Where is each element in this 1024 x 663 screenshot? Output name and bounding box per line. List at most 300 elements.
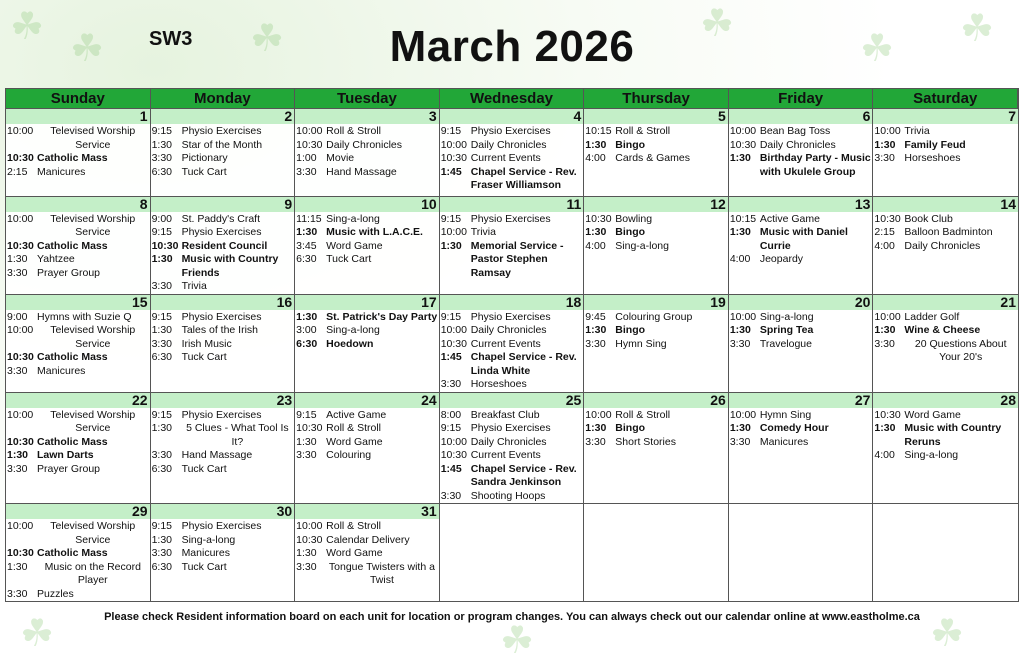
event-name: Music with Daniel Currie <box>759 226 848 252</box>
event-name: 5 Clues - What Tool Is It? <box>186 422 289 448</box>
event-name: Star of the Month <box>181 138 263 151</box>
event-item <box>152 166 294 180</box>
day-number: 1 <box>6 109 150 124</box>
event-item <box>7 311 149 325</box>
event-time: 1:30 <box>440 239 462 252</box>
day-cell <box>295 108 440 196</box>
event-time: 10:00 <box>440 324 467 336</box>
event-name: Hymn Sing <box>759 408 812 421</box>
event-item <box>730 422 872 436</box>
day-number: 14 <box>873 197 1018 212</box>
event-name: Physio Exercises <box>181 310 262 323</box>
event-name: Resident Council <box>181 239 268 252</box>
event-item <box>7 449 149 463</box>
event-name: Bingo <box>615 226 646 238</box>
event-item <box>152 338 294 352</box>
event-name: Breakfast Club <box>470 408 540 421</box>
event-item <box>730 409 872 423</box>
event-time: 3:30 <box>729 337 751 350</box>
event-item <box>441 449 583 463</box>
event-time: 1:30 <box>296 547 317 559</box>
event-name: Book Club <box>904 212 953 225</box>
event-list <box>6 310 150 379</box>
event-item <box>730 139 872 153</box>
event-time: 10:30 <box>296 422 323 434</box>
event-name: Music with Country Reruns <box>904 422 1002 448</box>
event-name: Bowling <box>615 212 653 225</box>
event-time: 3:30 <box>874 152 895 164</box>
event-time: 3:30 <box>7 587 28 600</box>
event-item <box>441 226 583 240</box>
day-cell <box>295 196 440 294</box>
event-time: 4:00 <box>874 239 895 252</box>
empty-day-cell <box>440 503 585 601</box>
event-list <box>295 124 439 179</box>
event-time: 6:30 <box>151 462 172 475</box>
event-name: Current Events <box>470 449 541 461</box>
event-list <box>873 408 1018 463</box>
day-header-monday: Monday <box>151 89 296 108</box>
day-cell <box>873 392 1018 504</box>
event-name: Ladder Golf <box>904 310 960 323</box>
event-name: 20 Questions About Your 20's <box>914 337 1007 363</box>
event-time: 10:00 <box>7 324 34 336</box>
event-name: Physio Exercises <box>181 125 262 137</box>
event-time: 9:15 <box>296 408 317 421</box>
event-item <box>152 253 294 280</box>
event-item <box>441 338 583 352</box>
event-name: Sing-a-long <box>326 212 380 225</box>
day-number: 26 <box>584 393 728 408</box>
event-time: 1:30 <box>151 533 172 546</box>
event-time: 3:30 <box>7 266 28 279</box>
event-time: 10:00 <box>296 520 323 532</box>
event-item <box>296 213 438 227</box>
event-item <box>296 139 438 153</box>
event-item <box>296 409 438 423</box>
event-time: 10:30 <box>7 435 34 448</box>
event-time: 4:00 <box>585 152 606 164</box>
event-time: 1:30 <box>151 253 173 265</box>
event-time: 1:30 <box>7 449 29 461</box>
day-cell <box>440 196 585 294</box>
event-name: Roll & Stroll <box>326 520 381 532</box>
event-name: Horseshoes <box>904 152 961 164</box>
event-time: 1:45 <box>440 462 462 475</box>
event-time: 10:00 <box>874 310 901 323</box>
event-name: Daily Chronicles <box>470 138 547 151</box>
event-name: Catholic Mass <box>37 152 108 164</box>
event-name: Catholic Mass <box>37 435 108 448</box>
event-name: Current Events <box>470 152 541 164</box>
event-name: Shooting Hoops <box>470 489 546 502</box>
event-time: 9:00 <box>7 310 28 323</box>
event-list <box>151 212 295 294</box>
day-cell <box>6 392 151 504</box>
event-time: 6:30 <box>296 253 317 265</box>
event-item <box>730 253 872 267</box>
event-time: 3:45 <box>296 239 317 252</box>
shamrock-icon: ☘ <box>930 613 965 655</box>
event-item <box>585 152 727 166</box>
day-number: 31 <box>295 504 439 519</box>
event-item <box>874 226 1017 240</box>
event-time: 1:30 <box>729 226 751 238</box>
event-time: 9:15 <box>440 310 462 323</box>
event-item <box>730 152 872 179</box>
event-time: 10:00 <box>874 125 901 137</box>
event-item <box>441 463 583 490</box>
event-time: 10:15 <box>729 212 757 225</box>
event-list <box>6 408 150 477</box>
event-item <box>296 240 438 254</box>
day-cell <box>440 108 585 196</box>
event-item <box>296 166 438 180</box>
event-item <box>152 520 294 534</box>
event-item <box>441 213 583 227</box>
event-time: 3:30 <box>7 364 28 377</box>
event-item <box>585 139 727 153</box>
event-name: Tuck Cart <box>326 253 372 265</box>
event-item <box>585 324 727 338</box>
day-number: 24 <box>295 393 439 408</box>
day-number: 27 <box>729 393 873 408</box>
event-item <box>874 139 1017 153</box>
event-item <box>874 240 1017 254</box>
event-name: Sing-a-long <box>326 324 380 336</box>
event-list <box>873 124 1018 166</box>
event-item <box>730 436 872 450</box>
page-title: March 2026 <box>389 22 635 71</box>
event-item <box>441 125 583 139</box>
event-time: 1:30 <box>729 422 751 434</box>
event-name: Televised Worship Service <box>50 520 136 546</box>
event-name: Physio Exercises <box>181 520 262 532</box>
event-item <box>296 226 438 240</box>
day-number: 17 <box>295 295 439 310</box>
event-time: 9:15 <box>440 422 462 434</box>
event-time: 10:00 <box>7 212 34 225</box>
event-name: Word Game <box>326 547 383 559</box>
event-item <box>585 409 727 423</box>
event-list <box>151 408 295 477</box>
event-time: 3:30 <box>440 489 462 502</box>
day-cell <box>151 392 296 504</box>
event-item <box>441 152 583 166</box>
event-list <box>584 408 728 450</box>
day-number: 4 <box>440 109 584 124</box>
event-time: 10:00 <box>729 408 757 421</box>
event-time: 10:30 <box>296 138 323 151</box>
empty-day-cell <box>729 503 874 601</box>
event-name: Active Game <box>326 408 387 421</box>
shamrock-icon: ☘ <box>20 613 55 655</box>
event-name: Tuck Cart <box>181 462 227 475</box>
day-header-friday: Friday <box>729 89 874 108</box>
event-name: Yahtzee <box>37 253 75 265</box>
empty-day-cell <box>584 503 729 601</box>
event-name: Manicures <box>181 547 230 559</box>
shamrock-icon: ☘ <box>700 3 735 45</box>
event-time: 10:30 <box>7 152 34 164</box>
event-name: Televised Worship Service <box>50 324 136 350</box>
day-cell <box>151 503 296 601</box>
event-name: St. Patrick's Day Party <box>326 310 438 323</box>
unit-label: SW3 <box>149 28 193 50</box>
day-number: 9 <box>151 197 295 212</box>
event-time: 9:15 <box>151 408 172 421</box>
event-item <box>296 125 438 139</box>
event-time: 3:30 <box>151 337 172 350</box>
event-list <box>151 124 295 179</box>
event-time: 3:30 <box>151 280 172 292</box>
event-name: Bingo <box>615 422 646 434</box>
event-name: Trivia <box>904 125 930 137</box>
event-name: Physio Exercises <box>470 422 551 434</box>
event-time: 3:30 <box>585 435 606 448</box>
event-time: 3:30 <box>151 449 172 461</box>
day-number: 2 <box>151 109 295 124</box>
event-time: 4:00 <box>874 449 895 461</box>
event-time: 10:30 <box>440 152 467 164</box>
event-list <box>729 124 873 179</box>
event-item <box>7 240 149 254</box>
day-cell <box>6 294 151 392</box>
event-item <box>296 311 438 325</box>
event-name: Manicures <box>37 364 86 377</box>
event-item <box>152 139 294 153</box>
event-name: Irish Music <box>181 337 232 350</box>
event-item <box>874 409 1017 423</box>
event-item <box>441 240 583 281</box>
event-item <box>585 213 727 227</box>
event-name: Memorial Service - Pastor Stephen Ramsay <box>470 239 564 279</box>
event-name: Tuck Cart <box>181 351 227 363</box>
event-time: 1:45 <box>440 165 462 178</box>
event-item <box>152 422 294 449</box>
day-cell <box>295 503 440 601</box>
event-list <box>151 310 295 365</box>
event-name: Physio Exercises <box>470 310 551 323</box>
event-time: 6:30 <box>296 337 318 350</box>
event-item <box>152 226 294 240</box>
empty-day-cell <box>873 503 1018 601</box>
event-time: 3:30 <box>296 560 317 573</box>
calendar-grid <box>5 88 1019 602</box>
event-time: 10:00 <box>7 408 34 421</box>
event-name: Catholic Mass <box>37 547 108 559</box>
event-time: 1:30 <box>874 324 896 336</box>
day-cell <box>873 108 1018 196</box>
event-item <box>585 338 727 352</box>
event-time: 1:30 <box>151 138 172 151</box>
event-item <box>152 240 294 254</box>
day-number: 28 <box>873 393 1018 408</box>
event-item <box>441 139 583 153</box>
event-list <box>729 310 873 352</box>
day-number: 29 <box>6 504 150 519</box>
event-name: Wine & Cheese <box>904 324 981 336</box>
day-cell <box>729 294 874 392</box>
event-list <box>440 408 584 504</box>
event-item <box>874 125 1017 139</box>
event-name: Hand Massage <box>326 165 397 178</box>
event-name: Chapel Service - Rev. Sandra Jenkinson <box>470 462 577 488</box>
event-name: Daily Chronicles <box>470 435 547 448</box>
event-name: Current Events <box>470 337 541 350</box>
event-name: Bingo <box>615 324 646 336</box>
shamrock-icon: ☘ <box>860 28 895 70</box>
event-time: 10:00 <box>440 138 467 151</box>
day-cell <box>873 196 1018 294</box>
day-cell <box>584 196 729 294</box>
event-item <box>7 125 149 152</box>
event-name: Physio Exercises <box>181 408 262 421</box>
day-cell <box>584 108 729 196</box>
event-name: Music with Country Friends <box>181 253 279 279</box>
day-number: 23 <box>151 393 295 408</box>
event-time: 6:30 <box>151 351 172 363</box>
day-cell <box>584 294 729 392</box>
event-time: 2:15 <box>874 226 895 238</box>
event-time: 1:30 <box>7 253 28 265</box>
event-name: Catholic Mass <box>37 351 108 363</box>
event-name: Physio Exercises <box>470 212 551 225</box>
event-time: 10:30 <box>874 212 901 225</box>
event-name: Catholic Mass <box>37 239 108 252</box>
event-time: 4:00 <box>729 253 751 265</box>
event-name: Manicures <box>759 435 809 448</box>
day-cell <box>295 294 440 392</box>
event-time: 3:30 <box>729 435 751 448</box>
event-item <box>874 449 1017 463</box>
event-time: 10:30 <box>296 533 323 546</box>
event-item <box>152 409 294 423</box>
day-header-wednesday: Wednesday <box>440 89 585 108</box>
event-name: Travelogue <box>759 337 812 350</box>
event-name: Sing-a-long <box>181 533 236 546</box>
event-name: Televised Worship Service <box>50 408 136 434</box>
event-time: 1:30 <box>729 324 751 336</box>
event-item <box>152 152 294 166</box>
event-time: 10:00 <box>729 125 757 137</box>
event-item <box>730 213 872 227</box>
event-item <box>585 125 727 139</box>
event-time: 10:30 <box>440 337 467 350</box>
event-time: 9:15 <box>151 310 172 323</box>
event-name: Physio Exercises <box>470 125 551 137</box>
event-name: Music with L.A.C.E. <box>326 226 423 238</box>
event-list <box>873 212 1018 254</box>
event-item <box>585 226 727 240</box>
event-item <box>7 463 149 477</box>
event-time: 1:30 <box>151 422 172 434</box>
event-time: 3:30 <box>296 165 317 178</box>
event-item <box>296 436 438 450</box>
event-name: Bingo <box>615 138 646 151</box>
event-time: 9:45 <box>585 310 606 323</box>
event-list <box>729 408 873 450</box>
day-cell <box>295 392 440 504</box>
day-number: 20 <box>729 295 873 310</box>
event-time: 1:45 <box>440 351 462 363</box>
event-name: Tuck Cart <box>181 165 227 178</box>
event-time: 11:15 <box>296 212 322 225</box>
event-name: Active Game <box>759 212 820 225</box>
event-list <box>729 212 873 267</box>
event-name: Daily Chronicles <box>904 239 981 252</box>
day-number: 30 <box>151 504 295 519</box>
event-item <box>296 338 438 352</box>
event-item <box>7 152 149 166</box>
event-item <box>7 351 149 365</box>
event-time: 3:30 <box>7 462 28 475</box>
event-time: 10:00 <box>440 435 467 448</box>
event-time: 3:30 <box>151 152 172 164</box>
event-time: 1:30 <box>874 138 896 151</box>
event-list <box>295 212 439 267</box>
event-item <box>152 463 294 477</box>
event-time: 1:00 <box>296 152 317 164</box>
event-name: Colouring Group <box>615 310 693 323</box>
event-name: Daily Chronicles <box>470 324 547 336</box>
event-item <box>730 324 872 338</box>
event-name: Sing-a-long <box>904 449 959 461</box>
event-time: 9:15 <box>151 520 172 532</box>
event-name: Balloon Badminton <box>904 226 993 238</box>
event-item <box>296 324 438 338</box>
event-time: 1:30 <box>585 422 607 434</box>
event-name: Hoedown <box>326 337 374 350</box>
event-name: Hand Massage <box>181 449 253 461</box>
footer-note: Please check Resident information board on each unit for location or program changes. You can always check out our calendar online at www.eastholme.ca <box>104 611 920 623</box>
day-number: 5 <box>584 109 728 124</box>
event-name: Roll & Stroll <box>326 125 381 137</box>
event-list <box>6 124 150 179</box>
event-name: Hymns with Suzie Q <box>37 310 132 323</box>
event-item <box>7 213 149 240</box>
day-cell <box>151 196 296 294</box>
event-name: Chapel Service - Rev. Linda White <box>470 351 577 377</box>
day-cell <box>151 294 296 392</box>
shamrock-icon: ☘ <box>960 8 995 50</box>
event-item <box>152 547 294 561</box>
event-time: 1:30 <box>585 138 607 151</box>
event-item <box>585 311 727 325</box>
event-time: 10:00 <box>729 310 757 323</box>
event-name: Daily Chronicles <box>759 138 836 151</box>
event-time: 3:00 <box>296 324 317 336</box>
event-item <box>7 561 149 588</box>
event-item <box>152 449 294 463</box>
day-number: 10 <box>295 197 439 212</box>
event-item <box>296 520 438 534</box>
day-cell <box>6 196 151 294</box>
event-item <box>585 436 727 450</box>
day-cell <box>440 294 585 392</box>
event-time: 9:15 <box>151 125 172 137</box>
event-time: 1:30 <box>296 435 317 448</box>
event-name: Tuck Cart <box>181 560 227 573</box>
event-name: Trivia <box>470 226 496 238</box>
event-time: 10:00 <box>7 520 34 532</box>
event-time: 1:30 <box>585 324 607 336</box>
event-name: Horseshoes <box>470 378 527 390</box>
event-item <box>874 422 1017 449</box>
event-item <box>7 365 149 379</box>
day-number: 12 <box>584 197 728 212</box>
event-item <box>585 422 727 436</box>
